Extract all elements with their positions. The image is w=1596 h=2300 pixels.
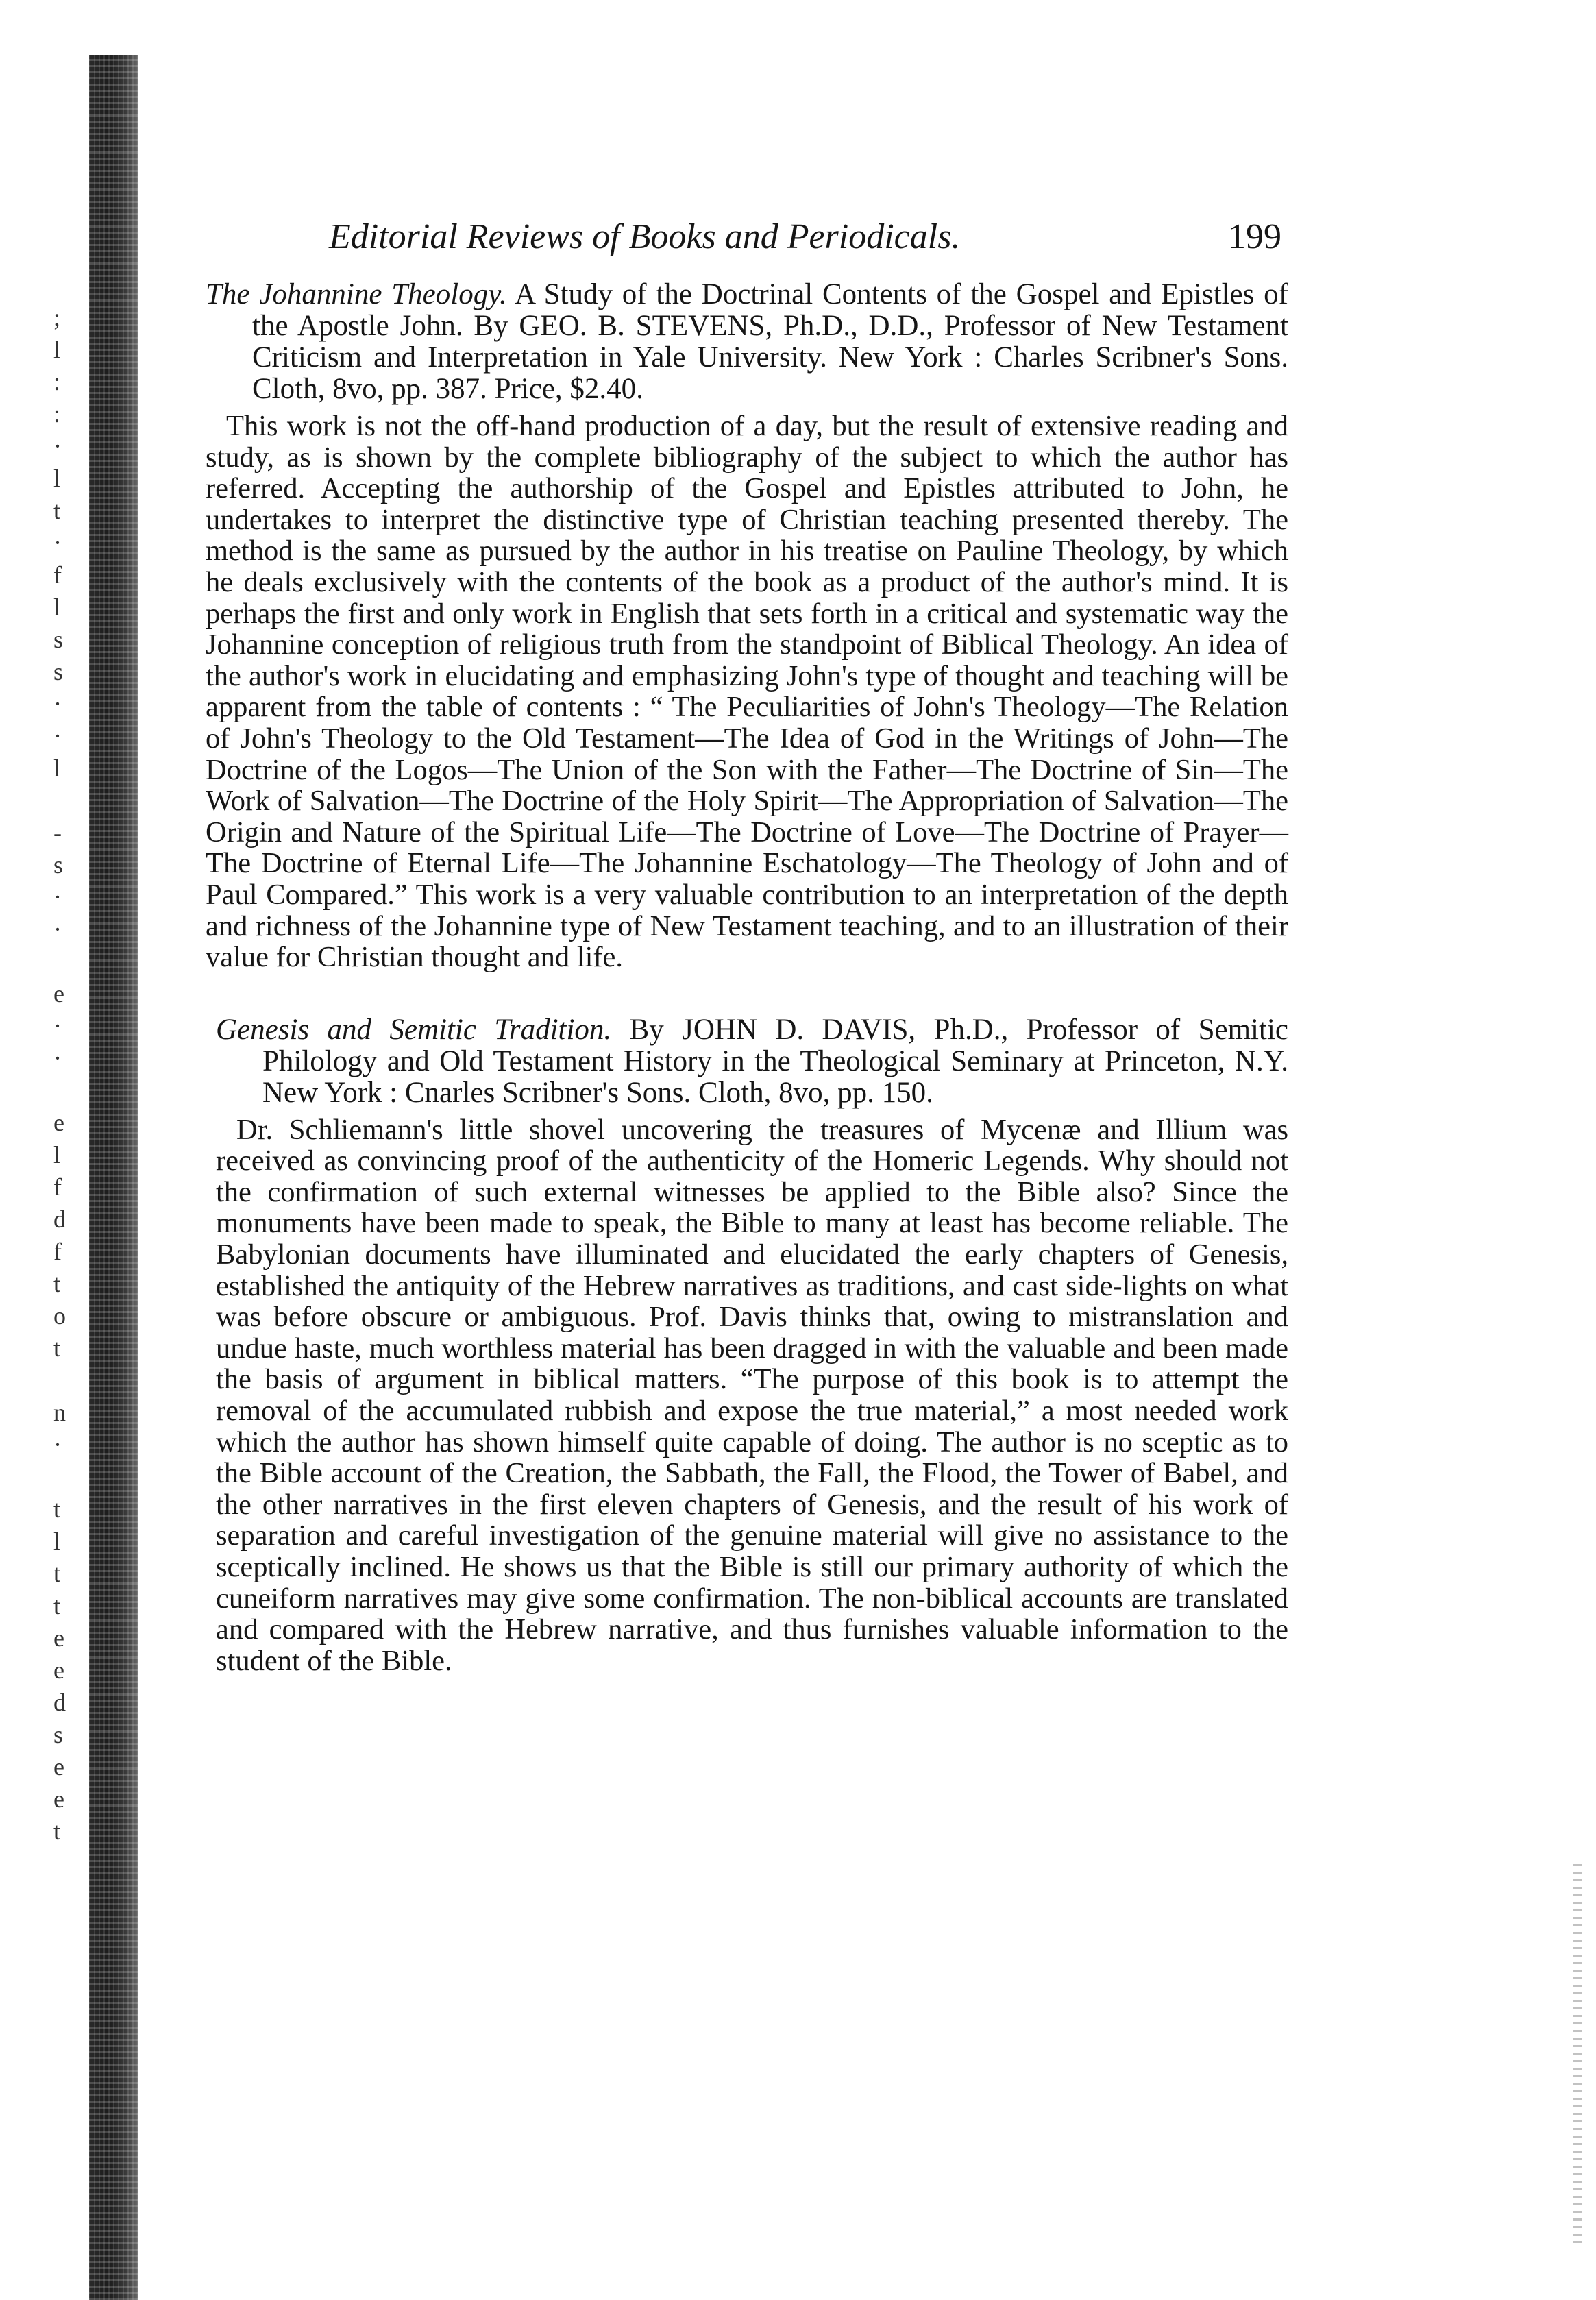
margin-bleed-char: · xyxy=(53,722,62,750)
margin-bleed-char: l xyxy=(53,465,61,492)
margin-bleed-char: s xyxy=(53,658,64,685)
margin-bleed-char: l xyxy=(53,755,61,782)
citation-details: By JOHN D. DAVIS, Ph.D., Professor of Semitic Philology and Old Testament History in the Theological Seminary at Princeton, N.Y. New York : Cnarles Scribner's Sons. Cloth, 8vo, pp. 150. xyxy=(262,1013,1288,1109)
margin-bleed-char: f xyxy=(53,1173,62,1201)
margin-bleed-char: n xyxy=(53,1399,66,1426)
margin-bleed-char: t xyxy=(53,497,61,524)
margin-bleed-column xyxy=(53,302,81,1848)
citation-details: A Study of the Doctrinal Contents of the Gospel and Epistles of the Apostle John. By GEO. B. STEVENS, Ph.D., D.D., Professor of New Testament Criticism and Interpretation in Yale University. New York : Charles Scribner's Sons. Cloth, 8vo, pp. 387. Price, $2.40. xyxy=(252,278,1288,405)
right-edge-specks xyxy=(1573,1864,1582,2248)
margin-bleed-char xyxy=(53,785,81,817)
margin-bleed-char: d xyxy=(53,1206,66,1233)
margin-bleed-char: e xyxy=(53,1656,64,1684)
margin-bleed-char: · xyxy=(53,1012,62,1040)
running-title: Editorial Reviews of Books and Periodicals. xyxy=(329,217,961,256)
book-title: The Johannine Theology. xyxy=(206,278,507,310)
margin-bleed-char: s xyxy=(53,851,64,879)
margin-bleed-char: · xyxy=(53,432,62,460)
margin-bleed-char: o xyxy=(53,1302,66,1330)
review-text: Dr. Schliemann's little shovel uncovering the treasures of Mycenæ and Illium was received as convincing proof of the authenticity of the Homeric Legends. Why should not the confirmation of such external witnesses be applied to the Bible also? Since the monuments have been made to speak, the Bible to many at least has become reliable. The Babylonian documents have illuminated and elucidated the early chapters of Genesis, established the antiquity of the Hebrew narratives as traditions, and cast side-lights on what was before obscure or ambiguous. Prof. Davis thinks that, owing to mistranslation and undue haste, much worthless material has been dragged in with the valuable and been made the basis of argument in biblical matters. “The purpose of this book is to attempt the removal of the accumulated rubbish and expose the true material,” a most needed work which the author has shown himself quite capable of doing. The author is no sceptic as to the Bible account of the Creation, the Sabbath, the Fall, the Flood, the Tower of Babel, and the other narratives in the first eleven chapters of Genesis, and the result of his work of separation and careful investigation of the genuine material will give no assistance to the sceptically inclined. He shows us that the Bible is still our primary authority of which the cuneiform narratives may give some confirmation. The non-biblical accounts are translated and compared with the Hebrew narrative, and thus furnishes valuable information to the student of the Bible. xyxy=(216,1113,1288,1677)
book-citation xyxy=(216,1014,1288,1109)
margin-bleed-char: f xyxy=(53,561,62,589)
margin-bleed-char: ; xyxy=(53,304,61,331)
margin-bleed-char: l xyxy=(53,594,61,621)
margin-bleed-char: · xyxy=(53,690,62,718)
margin-bleed-char: l xyxy=(53,336,61,363)
margin-bleed-char: d xyxy=(53,1689,66,1716)
margin-bleed-char: e xyxy=(53,1109,64,1136)
page-number: 199 xyxy=(1228,217,1281,256)
margin-bleed-char: t xyxy=(53,1592,61,1619)
margin-bleed-char: · xyxy=(53,1044,62,1072)
margin-bleed-char xyxy=(53,946,81,978)
margin-bleed-char: s xyxy=(53,1721,64,1748)
margin-bleed-char: · xyxy=(53,529,62,556)
margin-bleed-char: t xyxy=(53,1270,61,1297)
running-header xyxy=(329,209,1281,265)
margin-bleed-char: t xyxy=(53,1495,61,1523)
margin-bleed-char: · xyxy=(53,883,62,911)
margin-bleed-char: e xyxy=(53,980,64,1007)
margin-bleed-char: - xyxy=(53,819,62,846)
margin-bleed-char: : xyxy=(53,368,61,395)
margin-bleed-char: e xyxy=(53,1753,64,1781)
margin-bleed-char: t xyxy=(53,1560,61,1587)
margin-bleed-char xyxy=(53,1365,81,1397)
margin-bleed-char: : xyxy=(53,400,61,428)
margin-bleed-char: f xyxy=(53,1238,62,1265)
book-citation xyxy=(206,279,1288,405)
margin-bleed-char: e xyxy=(53,1785,64,1813)
margin-bleed-char: l xyxy=(53,1528,61,1555)
margin-bleed-char: t xyxy=(53,1818,61,1845)
margin-bleed-char xyxy=(53,1461,81,1493)
binding-gutter xyxy=(89,55,138,2300)
review-johannine-theology xyxy=(206,279,1288,973)
margin-bleed-char: e xyxy=(53,1624,64,1652)
margin-bleed-char: t xyxy=(53,1334,61,1362)
margin-bleed-char: · xyxy=(53,916,62,943)
margin-bleed-char xyxy=(53,1075,81,1107)
book-title: Genesis and Semitic Tradition. xyxy=(216,1013,612,1046)
page xyxy=(206,209,1288,1676)
margin-bleed-char: s xyxy=(53,626,64,653)
review-text: This work is not the off-hand production of a day, but the result of extensive reading and study, as is shown by the complete bibliography of the subject to which the author has referred. Accepting the authorship of the Gospel and Epistles attributed to John, he undertakes to interpret the distinctive type of Christian teaching presented thereby. The method is the same as pursued by the author in his treatise on Pauline Theology, by which he deals exclusively with the contents of the book as a product of the author's mind. It is perhaps the first and only work in English that sets forth in a critical and systematic way the Johannine conception of religious truth from the standpoint of Biblical Theology. An idea of the author's work in elucidating and emphasizing John's type of thought and teaching will be apparent from the table of contents : “ The Peculiarities of John's Theology—The Relation of John's Theology to the Old Testament—The Idea of God in the Writings of John—The Doctrine of the Logos—The Union of the Son with the Father—The Doctrine of Sin—The Work of Salvation—The Doctrine of the Holy Spirit—The Appropriation of Salvation—The Origin and Nature of the Spiritual Life—The Doctrine of Love—The Doctrine of Prayer—The Doctrine of Eternal Life—The Johannine Eschatology—The Theology of John and of Paul Compared.” This work is a very valuable contribution to an interpretation of the depth and richness of the Johannine type of New Testament teaching, and to an illustration of their value for Christian thought and life. xyxy=(206,410,1288,974)
margin-bleed-char: l xyxy=(53,1141,61,1169)
margin-bleed-char: · xyxy=(53,1431,62,1458)
review-genesis-semitic-tradition xyxy=(206,1014,1288,1677)
